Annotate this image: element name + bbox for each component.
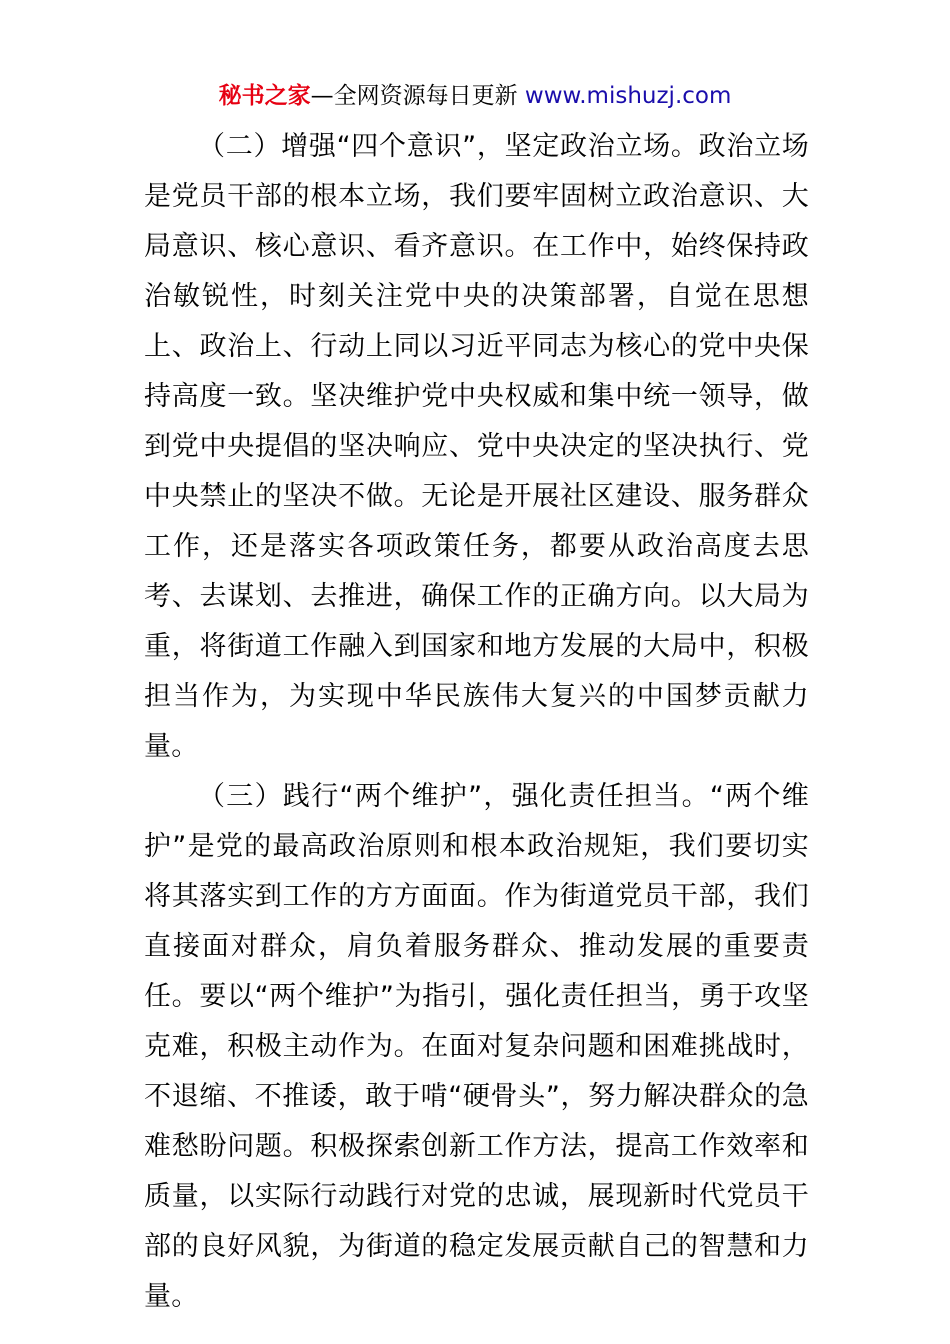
paragraph-section-two: （二）增强“四个意识”，坚定政治立场。政治立场是党员干部的根本立场，我们要牢固树立政治意识、大局意识、核心意识、看齐意识。在工作中，始终保持政治敏锐性，时刻关注党中央的决策部署，自觉在思想上、政治上、行动上同以习近平同志为核心的党中央保持高度一致。坚决维护党中央权威和集中统一领导，做到党中央提倡的坚决响应、党中央决定的坚决执行、党中央禁止的坚决不做。无论是开展社区建设、服务群众工作，还是落实各项政策任务，都要从政治高度去思考、去谋划、去推进，确保工作的正确方向。以大局为重，将街道工作融入到国家和地方发展的大局中，积极担当作为，为实现中华民族伟大复兴的中国梦贡献力量。 — [144, 131, 809, 762]
page-header — [0, 80, 950, 112]
brand-name: 秘书之家 — [218, 83, 311, 109]
header-tagline: —全网资源每日更新 — [310, 83, 525, 109]
document-body — [144, 122, 809, 1322]
site-url-link[interactable]: www.mishuzj.com — [524, 83, 732, 109]
paragraph-section-three: （三）践行“两个维护”，强化责任担当。“两个维护”是党的最高政治原则和根本政治规矩，我们要切实将其落实到工作的方方面面。作为街道党员干部，我们直接面对群众，肩负着服务群众、推动发展的重要责任。要以“两个维护”为指引，强化责任担当，勇于攻坚克难，积极主动作为。在面对复杂问题和困难挑战时，不退缩、不推诿，敢于啃“硬骨头”，努力解决群众的急难愁盼问题。积极探索创新工作方法，提高工作效率和质量，以实际行动践行对党的忠诚，展现新时代党员干部的良好风貌，为街道的稳定发展贡献自己的智慧和力量。 — [144, 781, 809, 1312]
